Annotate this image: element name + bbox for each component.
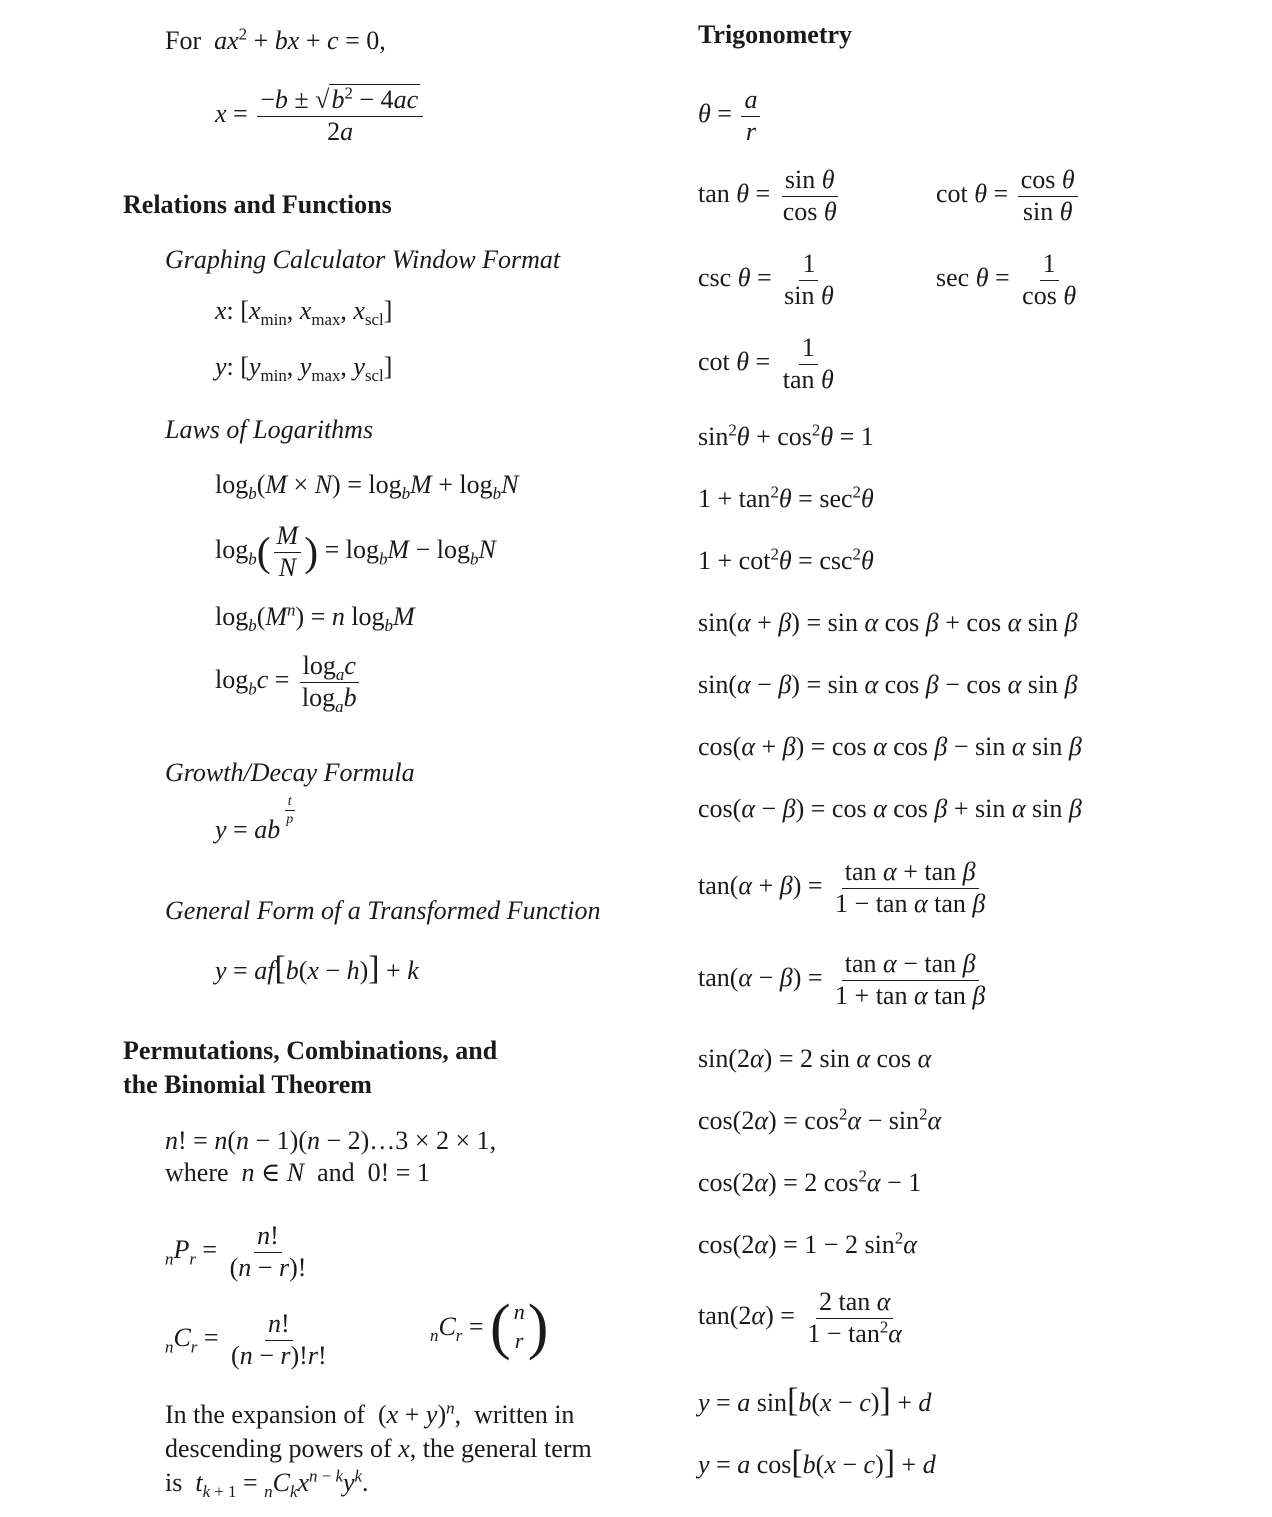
graphing-subheading: Graphing Calculator Window Format	[165, 245, 561, 274]
transform-subheading: General Form of a Transformed Function	[165, 896, 601, 925]
cos-difference-identity: cos(α − β) = cos α cos β + sin α sin β	[698, 794, 1082, 823]
log-power-rule: $\log_b(M^n) = n$ $\log_bM$	[215, 600, 415, 636]
sin-transform: y = a sin[b(x − c)] + d	[698, 1382, 932, 1419]
permutation-formula: $_nP_r$ = $\frac{n!}{(n - r)!}$	[165, 1221, 307, 1282]
cos-transform: y = a cos[b(x − c)] + d	[698, 1444, 936, 1481]
cot-definition: cot θ = $\frac{\text{cos θ}}{\text{sin θ}}$	[936, 166, 1081, 226]
combination-formula: $_nC_r$ = $\frac{n!}{(n - r)!r!}$	[165, 1309, 327, 1370]
factorial-where: where n ∈ N and 0! = 1	[165, 1158, 430, 1187]
log-subheading: Laws of Logarithms	[165, 415, 374, 444]
pythagorean-identity-3: $1 + \cot^2\theta = \csc^2\theta$	[698, 544, 874, 575]
sin-double-angle: sin(2α) = 2 sin α cos α	[698, 1044, 932, 1073]
factorial-definition: n! = n(n − 1)(n − 2)…3 × 2 × 1,	[165, 1126, 497, 1155]
pythagorean-identity-2: $1 + \tan^2\theta = \sec^2\theta$	[698, 482, 874, 513]
cos-sum-identity: cos(α + β) = cos α cos β − sin α sin β	[698, 732, 1082, 761]
tan-definition: tan θ = $\frac{\text{sin θ}}{\text{cos θ}}$	[698, 165, 837, 226]
sin-sum-identity: sin(α + β) = sin α cos β + cos α sin β	[698, 608, 1078, 637]
perm-heading-line1: Permutations, Combinations, and	[123, 1036, 498, 1065]
csc-definition: csc θ = $\frac{1}{\text{sin θ}}$	[698, 249, 834, 310]
binomial-line3: is $t_{k + 1} = _nC_kx^{n - k}y^k$.	[165, 1466, 369, 1502]
tan-difference-identity: tan(α − β) = $\frac{\text{tan α − tan β}}{\text{1 + tan α tan β}}$	[698, 949, 986, 1010]
combination-binomial-notation: $_nC_r$ = ( n r )	[430, 1293, 549, 1361]
cos-double-angle-3: cos(2α) = 1 − 2 $\sin^2\alpha$	[698, 1228, 917, 1259]
y-window: y: [$y_{min}$, $y_{max}$, $y_{scl}$]	[215, 352, 393, 386]
quadratic-intro: For $ax^2$ + bx + c = 0,	[165, 24, 386, 55]
sec-definition: sec θ = $\frac{1}{\text{cos θ}}$	[936, 249, 1077, 310]
quadratic-formula: x = $\frac{-b \pm √b^2 - 4ac}{2a}$	[215, 86, 426, 146]
cot-tan-relation: cot θ = $\frac{1}{\text{tan θ}}$	[698, 333, 834, 394]
tan-sum-identity: tan(α + β) = $\frac{\text{tan α + tan β}}{\text{1 − tan α tan β}}$	[698, 857, 986, 918]
log-quotient-rule: $\log_b$( $\frac{M}{N}$ ) = $\log_bM - \log_bN$	[215, 521, 496, 582]
tan-double-angle: tan(2α) = $\frac{\text{2 tan α}}{1 - \tan^2\alpha}$	[698, 1287, 902, 1348]
cos-double-angle-1: $\cos(2\alpha) = \cos^2\alpha - \sin^2\alpha$	[698, 1104, 942, 1135]
trig-heading: Trigonometry	[698, 20, 853, 49]
pythagorean-identity-1: $\sin^2\theta + \cos^2\theta = 1$	[698, 420, 874, 451]
x-window: x: [$x_{min}$, $x_{max}$, $x_{scl}$]	[215, 296, 393, 330]
transform-formula: y = af[b(x − h)] + k	[215, 950, 419, 987]
growth-subheading: Growth/Decay Formula	[165, 758, 415, 787]
binomial-line1: In the expansion of $(x + y)^n$, written in	[165, 1398, 575, 1429]
perm-heading-line2: the Binomial Theorem	[123, 1070, 372, 1099]
sin-difference-identity: sin(α − β) = sin α cos β − cos α sin β	[698, 670, 1078, 699]
relations-heading: Relations and Functions	[123, 190, 392, 219]
log-change-of-base: $\log_bc$ = $\frac{\log_ac}{\log_ab}$	[215, 652, 363, 712]
cos-double-angle-2: cos(2α) = 2 $\cos^2\alpha - 1$	[698, 1166, 922, 1197]
growth-formula: y = ab $^{\frac{t}{p}}$	[215, 793, 294, 845]
log-product-rule: $\log_b(M \times N) = \log_bM + \log_bN$	[215, 470, 519, 504]
theta-definition: θ = $\frac{a}{r}$	[698, 86, 763, 146]
binomial-line2: descending powers of x, the general term	[165, 1434, 592, 1463]
